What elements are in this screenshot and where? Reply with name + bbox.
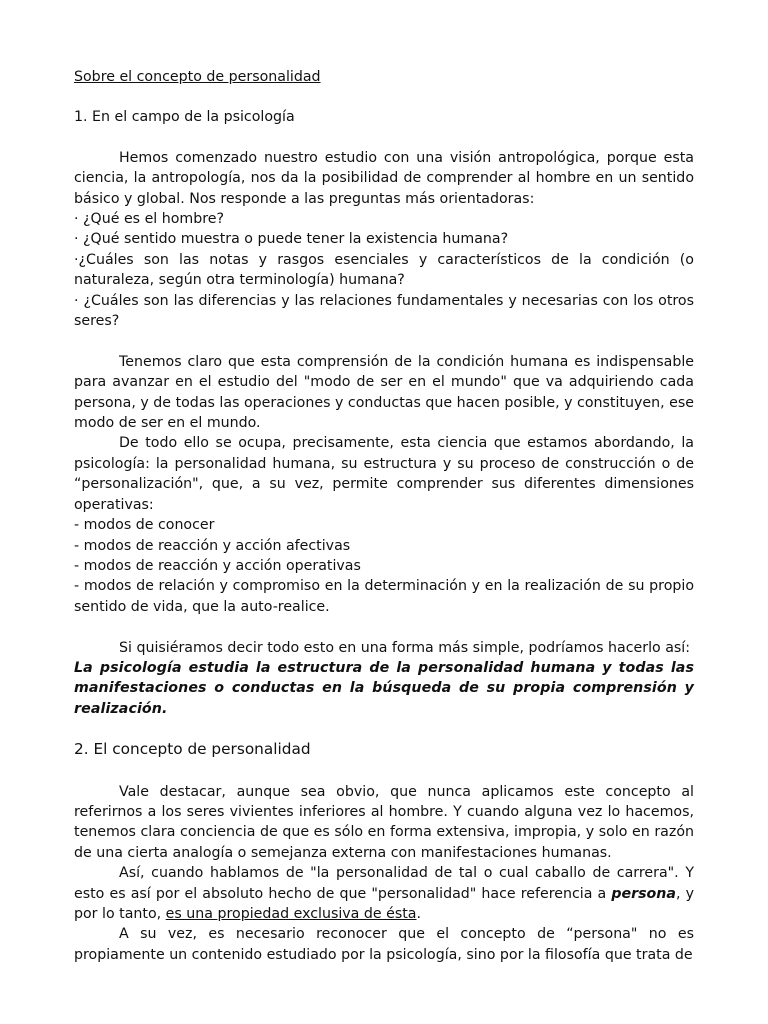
section-1-heading: 1. En el campo de la psicología (74, 109, 295, 126)
intro-paragraph: Hemos comenzado nuestro estudio con una visión antropológica, porque esta ciencia, la antropología, nos da la posibilidad de comprender al hombre en un sentido básico y global. Nos responde a las preguntas más orientadoras: (74, 149, 694, 207)
vale-paragraph: Vale destacar, aunque sea obvio, que nunca aplicamos este concepto al referirnos a los seres vivientes inferiores al hombre. Y cuando alguna vez lo hacemos, tenemos clara conciencia de que es sólo en forma extensiva, impropia, y solo en razón de una cierta analogía o semejanza externa con manifestaciones humanas. (74, 783, 694, 861)
exclusive-property-underline: es una propiedad exclusiva de ésta (165, 906, 417, 922)
mode-item: - modos de reacción y acción operativas (74, 557, 361, 574)
mode-item: - modos de reacción y acción afectivas (74, 537, 351, 554)
asi-text-before: Así, cuando hablamos de "la personalidad de tal o cual caballo de carrera". Y esto es así por el absoluto hecho de que "personalidad" hace referencia a (74, 865, 694, 902)
question-item: · ¿Qué es el hombre? (74, 211, 225, 228)
question-item: ·¿Cuáles son las notas y rasgos esenciales y característicos de la condición (o naturaleza, según otra terminología) humana? (74, 251, 694, 289)
section-2-heading: 2. El concepto de personalidad (74, 740, 311, 759)
mode-item: - modos de relación y compromiso en la determinación y en la realización de su propio sentido de vida, que la auto-realice. (74, 578, 694, 615)
asi-text-middle: , y por lo tanto, (74, 885, 694, 922)
simple-paragraph: Si quisiéramos decir todo esto en una forma más simple, podríamos hacerlo así: (119, 639, 691, 656)
modes-list (74, 515, 694, 617)
comprehension-paragraph: Tenemos claro que esta comprensión de la condición humana es indispensable para avanzar en el estudio del "modo de ser en el mundo" que va adquiriendo cada persona, y de todas las operaciones y conductas que hacen posible, y constituyen, ese modo de ser en el mundo. (74, 353, 694, 432)
persona-concept-paragraph: A su vez, es necesario reconocer que el concepto de “persona" no es propiamente un contenido estudiado por la psicología, sino por la filosofía que trata de (74, 926, 694, 963)
document-title: Sobre el concepto de personalidad (74, 69, 321, 85)
conclusion-statement: La psicología estudia la estructura de la personalidad humana y todas las manifestaciones o conductas en la búsqueda de su propia comprensión y realización. (74, 659, 694, 717)
question-list (74, 209, 694, 331)
persona-emphasis: persona (611, 885, 676, 902)
psychology-paragraph: De todo ello se ocupa, precisamente, esta ciencia que estamos abordando, la psicología: la personalidad humana, su estructura y su proceso de construcción o de “personalización", que, a su vez, permite comprender sus diferentes dimensiones operativas: (74, 435, 694, 513)
asi-text-end: . (416, 906, 422, 922)
question-item: · ¿Qué sentido muestra o puede tener la existencia humana? (74, 231, 509, 248)
asi-paragraph (74, 863, 694, 924)
mode-item: - modos de conocer (74, 517, 215, 534)
question-item: · ¿Cuáles son las diferencias y las relaciones fundamentales y necesarias con los otros seres? (74, 292, 694, 330)
